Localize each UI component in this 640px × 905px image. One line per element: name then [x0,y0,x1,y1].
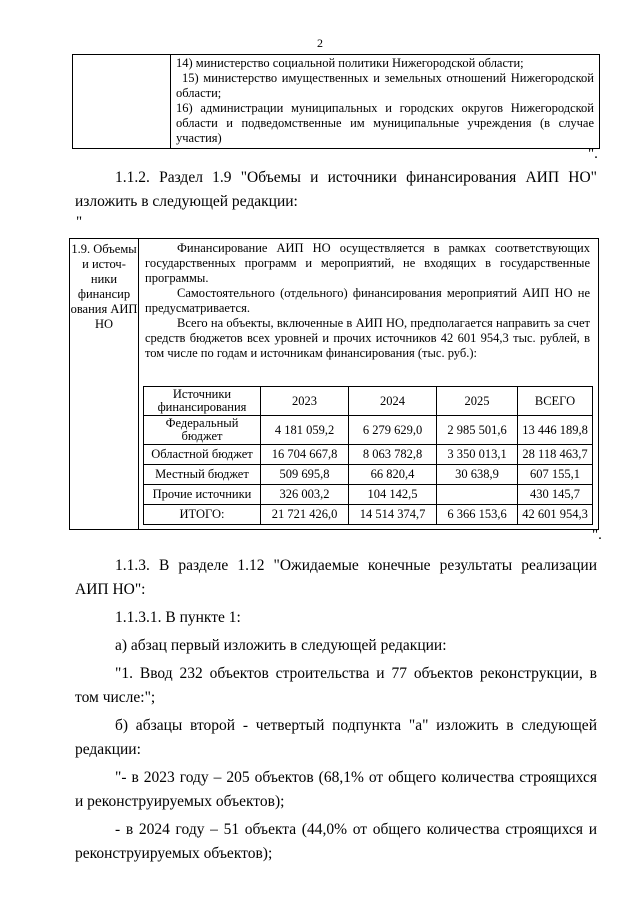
section-112-paragraph [75,166,597,214]
header-cell: ВСЕГО [518,387,593,416]
list-item: 14) министерство социальной политики Нижегородской области; [176,56,524,70]
table-header-row [144,387,593,416]
cell: 509 695,8 [261,465,349,485]
paragraph: Самостоятельного (отдельного) финансирования мероприятий АИП НО не предусматривается. [145,286,590,315]
cell: Областной бюджет [144,445,261,465]
table-row [144,465,593,485]
cell: 4 181 059,2 [261,416,349,445]
cell: Прочие источники [144,485,261,505]
table-row [144,416,593,445]
cell: 326 003,2 [261,485,349,505]
cell: 3 350 013,1 [437,445,518,465]
cell: 21 721 426,0 [261,505,349,525]
paragraph: 1.1.3. В разделе 1.12 "Ожидаемые конечные результаты реализации АИП НО": [75,557,597,598]
cell: 8 063 782,8 [349,445,437,465]
cell: 16 704 667,8 [261,445,349,465]
table-row [144,445,593,465]
header-cell: 2024 [349,387,437,416]
paragraph: "- в 2023 году – 205 объектов (68,1% от общего количества строящихся и реконструируемых объектов); [75,769,597,810]
list-item: 15) министерство имущественных и земельных отношений Нижегородской области; [176,71,594,100]
paragraph: б) абзацы второй - четвертый подпункта "а" изложить в следующей редакции: [75,717,597,758]
cell: 42 601 954,3 [518,505,593,525]
header-cell: 2025 [437,387,518,416]
cell: 13 446 189,8 [518,416,593,445]
section-heading: 1.1.2. Раздел 1.9 "Объемы и источники финансирования АИП НО" изложить в следующей редакции: [75,169,597,210]
table-row-total [144,505,593,525]
table-row [144,485,593,505]
closing-quote: ". [588,146,598,162]
empty-cell [73,55,171,149]
cell: 6 366 153,6 [437,505,518,525]
list-item: 16) администрации муниципальных и городских округов Нижегородской области и подведомственные им муниципальные учреждения (в случае участия) [176,101,594,145]
page-number: 2 [317,36,323,50]
header-cell: 2023 [261,387,349,416]
cell: 28 118 463,7 [518,445,593,465]
paragraph: "1. Ввод 232 объектов строительства и 77 объектов реконструкции, в том числе:"; [75,665,597,706]
paragraph: - в 2024 году – 51 объекта (44,0% от общего количества строящихся и реконструируемых объектов); [75,821,597,862]
cell: 14 514 374,7 [349,505,437,525]
paragraph: 1.1.3.1. В пункте 1: [115,609,241,626]
paragraph: а) абзац первый изложить в следующей редакции: [115,637,447,654]
cell: ИТОГО: [144,505,261,525]
ministries-list-cell [171,55,600,149]
continuation-table [72,54,600,149]
cell: 2 985 501,6 [437,416,518,445]
paragraph: Всего на объекты, включенные в АИП НО, предполагается направить за счет средств бюджетов всех уровней и прочих источников 42 601 954,3 тыс. рублей, в том числе по годам и источникам финансирования (тыс. руб.): [145,316,590,360]
opening-quote: " [76,214,83,230]
cell: Местный бюджет [144,465,261,485]
cell: 607 155,1 [518,465,593,485]
body-text [75,554,597,866]
section-19-label: 1.9. Объемы и источ-ники финансир ования АИП НО [70,239,139,529]
paragraph: Финансирование АИП НО осуществляется в рамках соответствующих государственных программ и мероприятий, не входящих в государственные программы. [145,241,590,285]
cell: 66 820,4 [349,465,437,485]
cell [437,485,518,505]
cell: 104 142,5 [349,485,437,505]
header-cell: Источники финансирования [144,387,261,416]
cell: 6 279 629,0 [349,416,437,445]
cell: 430 145,7 [518,485,593,505]
financing-table [143,386,593,525]
cell: 30 638,9 [437,465,518,485]
cell: Федеральный бюджет [144,416,261,445]
closing-quote: ". [592,527,602,543]
